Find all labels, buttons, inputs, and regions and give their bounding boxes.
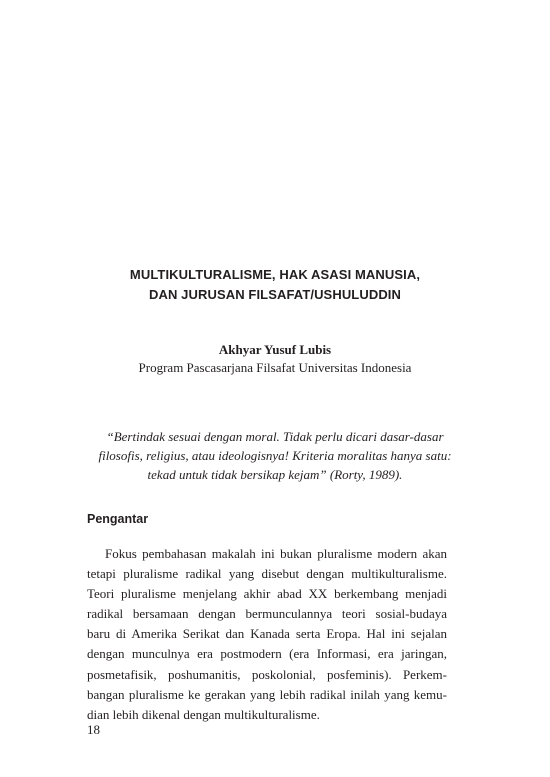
epigraph-quote [70, 427, 480, 484]
title-line-1: MULTIKULTURALISME, HAK ASASI MANUSIA, [129, 267, 421, 282]
body-paragraph [87, 544, 447, 725]
page-title [60, 265, 490, 305]
paragraph-line: Teori pluralisme menjelang akhir abad XX berkembang menjadi [87, 586, 447, 602]
paragraph-line: baru di Amerika Serikat dan Kanada serta Eropa. Hal ini sejalan [87, 626, 447, 642]
section-heading: Pengantar [87, 512, 149, 526]
paragraph-line: tetapi pluralisme radikal yang disebut dengan multikulturalisme. [87, 566, 447, 582]
epigraph-line: “Bertindak sesuai dengan moral. Tidak perlu dicari dasar-dasar [106, 429, 444, 444]
paragraph-line: posmetafisik, poshumanitis, poskolonial, posfeminis). Perkem- [87, 666, 447, 682]
paragraph-line: radikal bersamaan dengan bermunculannya teori sosial-budaya [87, 606, 447, 622]
title-line-2: DAN JURUSAN FILSAFAT/USHULUDDIN [148, 287, 402, 302]
paragraph-line: dian lebih dikenal dengan multikulturalisme. [87, 706, 320, 722]
page-number: 18 [87, 722, 100, 737]
paragraph-line: bangan pluralisme ke gerakan yang lebih radikal inilah yang kemu- [87, 686, 447, 702]
epigraph-line: tekad untuk tidak bersikap kejam” (Rorty, 1989). [147, 467, 403, 482]
paragraph-line: dengan munculnya era postmodern (era Informasi, era jaringan, [87, 646, 447, 662]
author-affiliation: Program Pascasarjana Filsafat Universitas Indonesia [138, 360, 412, 375]
author-name: Akhyar Yusuf Lubis [218, 342, 332, 357]
epigraph-line: filosofis, religius, atau ideologisnya! Kriteria moralitas hanya satu: [98, 448, 452, 463]
paragraph-line: Fokus pembahasan makalah ini bukan pluralisme modern akan [105, 546, 447, 561]
